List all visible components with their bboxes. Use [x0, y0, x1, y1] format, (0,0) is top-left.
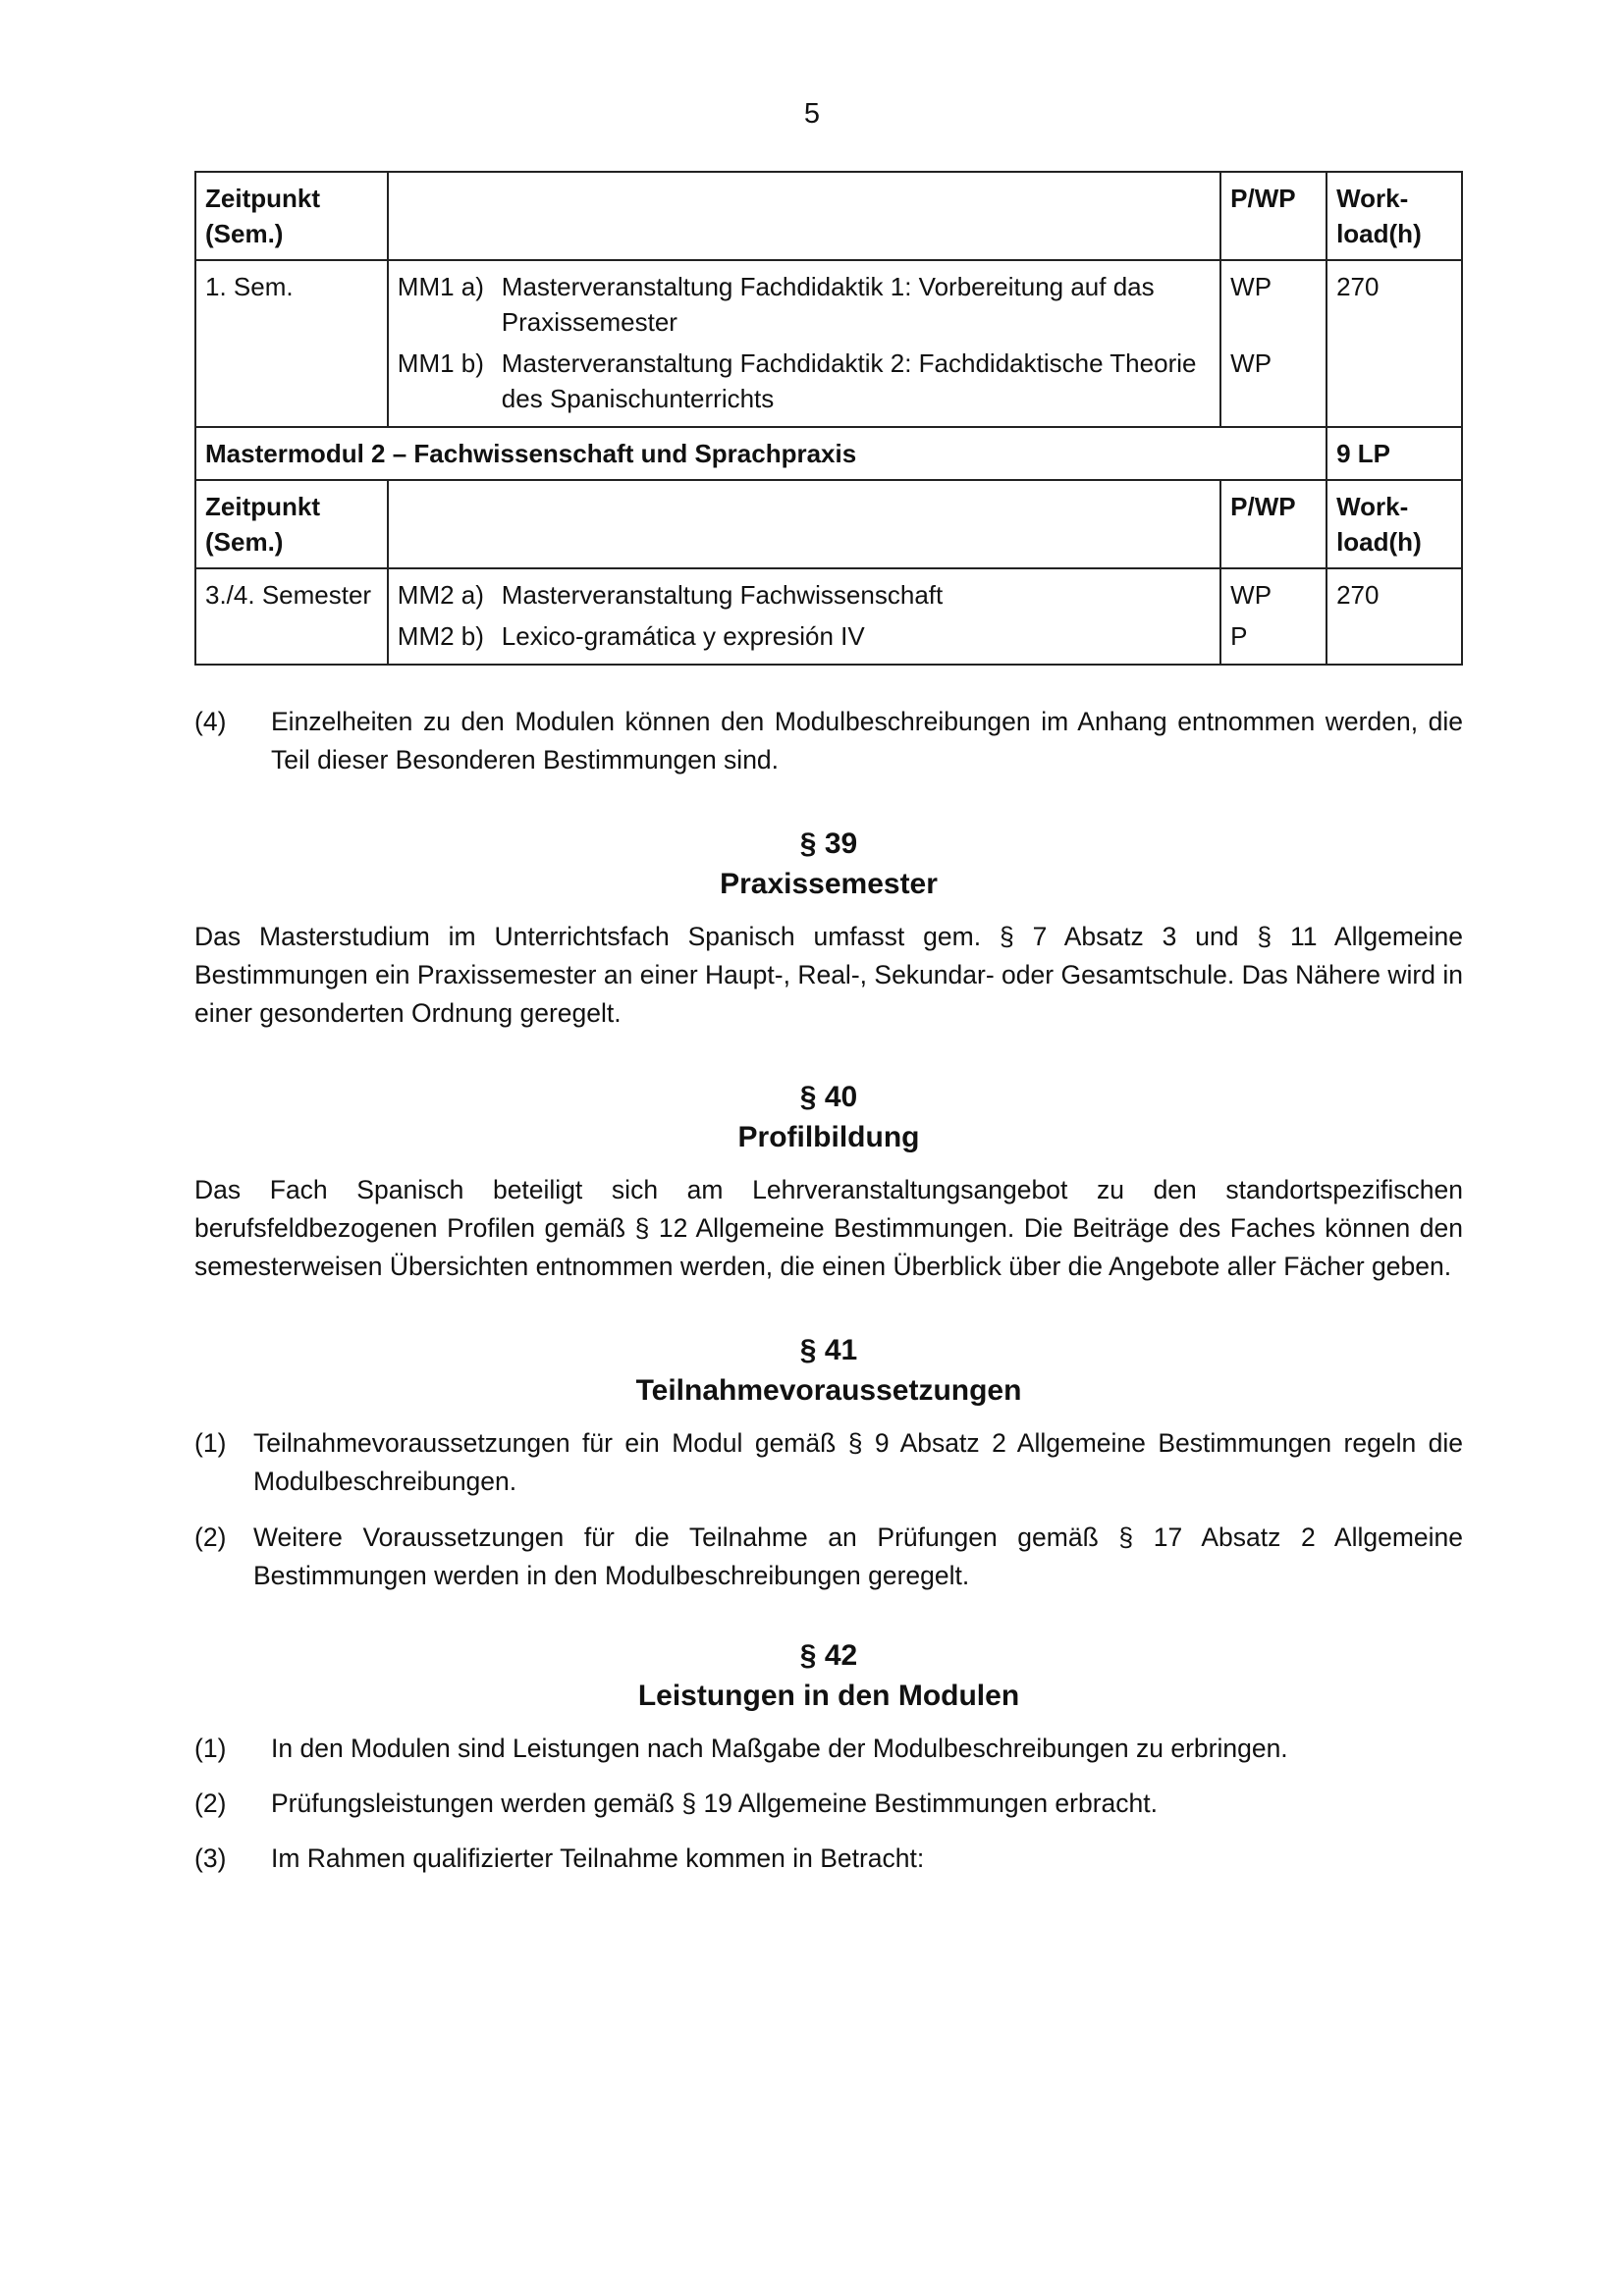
table-header-row-2: [195, 480, 1462, 568]
mm1b-pwp: WP: [1230, 348, 1272, 378]
section-41-title: Teilnahmevoraussetzungen: [635, 1374, 1022, 1407]
header-pwp: P/WP: [1220, 172, 1326, 260]
section-41-number: § 41: [799, 1334, 858, 1366]
section-42-item-2: [194, 1785, 1463, 1823]
section-39-title: Praxissemester: [720, 868, 938, 900]
mm2b-row: [398, 618, 1211, 654]
section-42-item-1-text: In den Modulen sind Leistungen nach Maßgabe der Modulbeschreibungen zu erbringen.: [271, 1734, 1288, 1763]
header2-empty: [388, 480, 1220, 568]
mm1a-row: [398, 269, 1211, 340]
table-row-mm1: [195, 260, 1462, 427]
section-42-item-2-number: (2): [194, 1789, 227, 1818]
body-content: [194, 703, 1463, 1878]
para-4-number: (4): [194, 707, 227, 736]
mm2a-row: [398, 577, 1211, 613]
mm1a-code: MM1 a): [397, 272, 484, 301]
mm2-heading-lp: 9 LP: [1326, 427, 1462, 480]
section-41-item-2-text: Weitere Voraussetzungen für die Teilnahme an Prüfungen gemäß § 17 Absatz 2 Allgemeine Bestimmungen werden in den Modulbeschreibungen geregelt.: [253, 1522, 1463, 1590]
mm1b-code: MM1 b): [397, 348, 484, 378]
mm2a-title: Masterveranstaltung Fachwissenschaft: [501, 580, 944, 610]
table-row-mm2-heading: [195, 427, 1462, 480]
mm1-semester: 1. Sem.: [195, 260, 388, 427]
mm2-workload: 270: [1326, 568, 1462, 665]
table-row-mm2: [195, 568, 1462, 665]
mm2b-pwp: P: [1230, 621, 1248, 651]
section-41-item-2: [194, 1519, 1463, 1595]
mm2a-pwp: WP: [1230, 580, 1272, 610]
mm1a-pwp: WP: [1230, 272, 1272, 301]
section-42-item-3-number: (3): [194, 1843, 227, 1873]
mm1-workload: 270: [1326, 260, 1462, 427]
section-42-item-3-text: Im Rahmen qualifizierter Teilnahme kommen in Betracht:: [271, 1843, 925, 1873]
section-39-number: § 39: [799, 828, 858, 860]
mm1b-title: Masterveranstaltung Fachdidaktik 2: Fachdidaktische Theorie des Spanischunterrichts: [501, 348, 1197, 413]
section-41-item-1-number: (1): [194, 1428, 227, 1458]
mm1a-title: Masterveranstaltung Fachdidaktik 1: Vorbereitung auf das Praxissemester: [501, 272, 1155, 337]
section-41-item-2-number: (2): [194, 1522, 227, 1552]
header2-pwp: P/WP: [1220, 480, 1326, 568]
section-40-number: § 40: [799, 1081, 858, 1113]
section-40-title: Profilbildung: [737, 1121, 920, 1153]
mm2-heading-title: Mastermodul 2 – Fachwissenschaft und Sprachpraxis: [195, 427, 1326, 480]
header2-workload: Work- load(h): [1326, 480, 1462, 568]
mm2b-title: Lexico-gramática y expresión IV: [501, 621, 865, 651]
header-workload: Work- load(h): [1326, 172, 1462, 260]
section-42-number: § 42: [799, 1639, 858, 1672]
para-4: [194, 703, 1463, 779]
section-41-item-1-text: Teilnahmevoraussetzungen für ein Modul gemäß § 9 Absatz 2 Allgemeine Bestimmungen regeln die Modulbeschreibungen.: [253, 1428, 1463, 1496]
header-empty: [388, 172, 1220, 260]
section-42-item-2-text: Prüfungsleistungen werden gemäß § 19 Allgemeine Bestimmungen erbracht.: [271, 1789, 1158, 1818]
section-42-title: Leistungen in den Modulen: [637, 1680, 1020, 1712]
section-42-item-1: [194, 1730, 1463, 1768]
mm1-pwp: [1220, 260, 1326, 427]
mm2b-code: MM2 b): [397, 621, 484, 651]
mm2-courses: [388, 568, 1220, 665]
mm2-pwp: [1220, 568, 1326, 665]
page-number: 5: [803, 98, 821, 130]
para-4-text: Einzelheiten zu den Modulen können den Modulbeschreibungen im Anhang entnommen werden, die Teil dieser Besonderen Bestimmungen sind.: [271, 707, 1463, 774]
mm2a-code: MM2 a): [397, 580, 484, 610]
mm1-courses: [388, 260, 1220, 427]
section-42-item-1-number: (1): [194, 1734, 227, 1763]
table-header-row: [195, 172, 1462, 260]
module-table: [194, 171, 1463, 666]
header2-zeitpunkt: Zeitpunkt (Sem.): [195, 480, 388, 568]
section-39-text: Das Masterstudium im Unterrichtsfach Spanisch umfasst gem. § 7 Absatz 3 und § 11 Allgemeine Bestimmungen ein Praxissemester an einer Haupt-, Real-, Sekundar- oder Gesamtschule. Das Nähere wird in einer gesonderten Ordnung geregelt.: [194, 922, 1463, 1028]
section-42-item-3: [194, 1840, 1463, 1878]
header-zeitpunkt: Zeitpunkt (Sem.): [195, 172, 388, 260]
mm1b-row: [398, 346, 1211, 416]
section-41-item-1: [194, 1424, 1463, 1501]
mm2-semester: 3./4. Semester: [195, 568, 388, 665]
section-40-text: Das Fach Spanisch beteiligt sich am Lehrveranstaltungsangebot zu den standortspezifischen berufsfeldbezogenen Profilen gemäß § 12 Allgemeine Bestimmungen. Die Beiträge des Faches können den semesterweisen Übersichten entnommen werden, die einen Überblick über die Angebote aller Fächer geben.: [194, 1175, 1463, 1281]
